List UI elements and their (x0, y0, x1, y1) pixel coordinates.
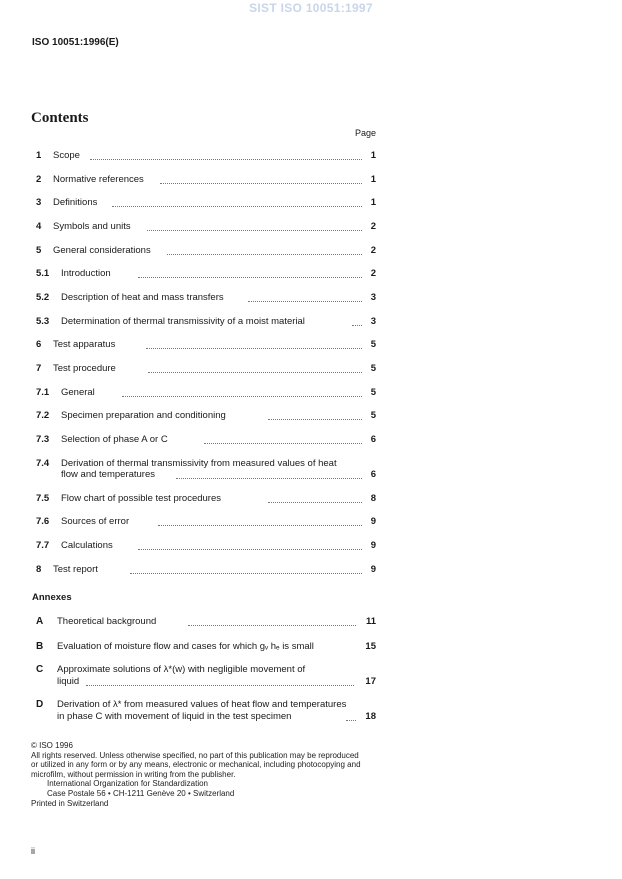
toc-title: Test apparatus (53, 339, 116, 350)
annex-letter: A (36, 616, 44, 627)
toc-number: 7.2 (36, 410, 50, 421)
annex-letter: B (36, 641, 44, 652)
annex-page: 15 (365, 641, 376, 652)
dot-leader (248, 300, 362, 302)
toc-title: General considerations (53, 245, 151, 256)
watermark-text: SIST ISO 10051:1997 (249, 1, 373, 15)
toc-title: General (61, 387, 95, 398)
toc-number: 7.4 (36, 458, 50, 469)
annex-page: 18 (365, 711, 376, 722)
toc-number: 7.5 (36, 493, 50, 504)
toc-page: 1 (370, 197, 376, 208)
toc-title: Specimen preparation and conditioning (61, 410, 226, 421)
toc-title: Definitions (53, 197, 98, 208)
dot-leader (86, 684, 354, 686)
dot-leader (138, 548, 362, 550)
dot-leader (204, 442, 362, 444)
annex-page: 17 (365, 676, 376, 687)
toc-page: 2 (370, 245, 376, 256)
toc-page: 5 (370, 363, 376, 374)
dot-leader (268, 501, 362, 503)
annex-title-line1: Approximate solutions of λ*(w) with negligible movement of (57, 664, 306, 675)
toc-title: Introduction (61, 268, 111, 279)
toc-title: Calculations (61, 540, 113, 551)
organization-name: International Organization for Standardization (47, 779, 208, 789)
toc-page: 5 (370, 387, 376, 398)
copyright-notice (31, 741, 381, 808)
toc-page: 3 (370, 292, 376, 303)
dot-leader (188, 624, 356, 626)
toc-title: Description of heat and mass transfers (61, 292, 224, 303)
toc-page: 9 (370, 516, 376, 527)
toc-title: Symbols and units (53, 221, 131, 232)
annexes-heading: Annexes (32, 592, 72, 603)
toc-page: 9 (370, 564, 376, 575)
dot-leader (148, 371, 362, 373)
toc-page: 3 (370, 316, 376, 327)
dot-leader (138, 276, 362, 278)
toc-number: 8 (36, 564, 42, 575)
contents-title: Contents (31, 110, 89, 126)
toc-number: 7 (36, 363, 42, 374)
toc-page: 6 (370, 434, 376, 445)
dot-leader (346, 719, 356, 721)
annex-title-line2: liquid (57, 676, 80, 687)
toc-page: 9 (370, 540, 376, 551)
rights-reserved-text: or utilized in any form or by any means, electronic or mechanical, including photocopying and (31, 760, 361, 770)
dot-leader (176, 477, 362, 479)
toc-number: 3 (36, 197, 42, 208)
document-code: ISO 10051:1996(E) (32, 37, 119, 48)
annex-letter: D (36, 699, 44, 710)
toc-number: 5.3 (36, 316, 50, 327)
dot-leader (147, 229, 362, 231)
toc-number: 1 (36, 150, 42, 161)
toc-number: 2 (36, 174, 42, 185)
page-number: ii (31, 846, 35, 856)
toc-title-line2: flow and temperatures (61, 469, 155, 480)
page-column-label: Page (354, 128, 376, 138)
dot-leader (146, 347, 362, 349)
annex-title-line1: Derivation of λ* from measured values of heat flow and temperatures (57, 699, 347, 710)
rights-reserved-text: microfilm, without permission in writing from the publisher. (31, 769, 236, 779)
dot-leader (122, 395, 362, 397)
toc-page: 2 (370, 268, 376, 279)
toc-number: 7.3 (36, 434, 50, 445)
dot-leader (112, 205, 362, 207)
organization-address: Case Postale 56 • CH-1211 Genève 20 • Switzerland (47, 788, 235, 798)
toc-page: 2 (370, 221, 376, 232)
toc-number: 5 (36, 245, 42, 256)
toc-title: Sources of error (61, 516, 130, 527)
annex-title: Theoretical background (57, 616, 157, 627)
toc-page: 5 (370, 410, 376, 421)
annex-title-line2: in phase C with movement of liquid in the test specimen (57, 711, 292, 722)
toc-page: 1 (370, 150, 376, 161)
toc-page: 1 (370, 174, 376, 185)
toc-number: 7.6 (36, 516, 50, 527)
dot-leader (160, 182, 362, 184)
toc-number: 5.2 (36, 292, 50, 303)
toc-title-line1: Derivation of thermal transmissivity from measured values of heat (61, 458, 337, 469)
toc-number: 4 (36, 221, 42, 232)
toc-number: 6 (36, 339, 42, 350)
toc-number: 7.7 (36, 540, 50, 551)
toc-title: Normative references (53, 174, 144, 185)
toc-title: Selection of phase A or C (61, 434, 168, 445)
toc-title: Test procedure (53, 363, 116, 374)
dot-leader (90, 158, 362, 160)
dot-leader (352, 324, 362, 326)
toc-number: 5.1 (36, 268, 50, 279)
dot-leader (158, 524, 362, 526)
annex-page: 11 (365, 616, 376, 627)
rights-reserved-text: All rights reserved. Unless otherwise specified, no part of this publication may be reproduced (31, 750, 359, 760)
toc-title: Flow chart of possible test procedures (61, 493, 221, 504)
toc-page: 8 (370, 493, 376, 504)
toc-page: 6 (370, 469, 376, 480)
toc-page: 5 (370, 339, 376, 350)
copyright-line: © ISO 1996 (31, 741, 73, 750)
dot-leader (268, 418, 362, 420)
toc-title: Determination of thermal transmissivity of a moist material (61, 316, 305, 327)
dot-leader (167, 253, 362, 255)
annex-title: Evaluation of moisture flow and cases for which gᵥ hₑ is small (57, 641, 314, 652)
toc-title: Scope (53, 150, 80, 161)
toc-number: 7.1 (36, 387, 50, 398)
toc-title: Test report (53, 564, 98, 575)
dot-leader (130, 572, 362, 574)
printed-in: Printed in Switzerland (31, 798, 109, 808)
annex-letter: C (36, 664, 44, 675)
